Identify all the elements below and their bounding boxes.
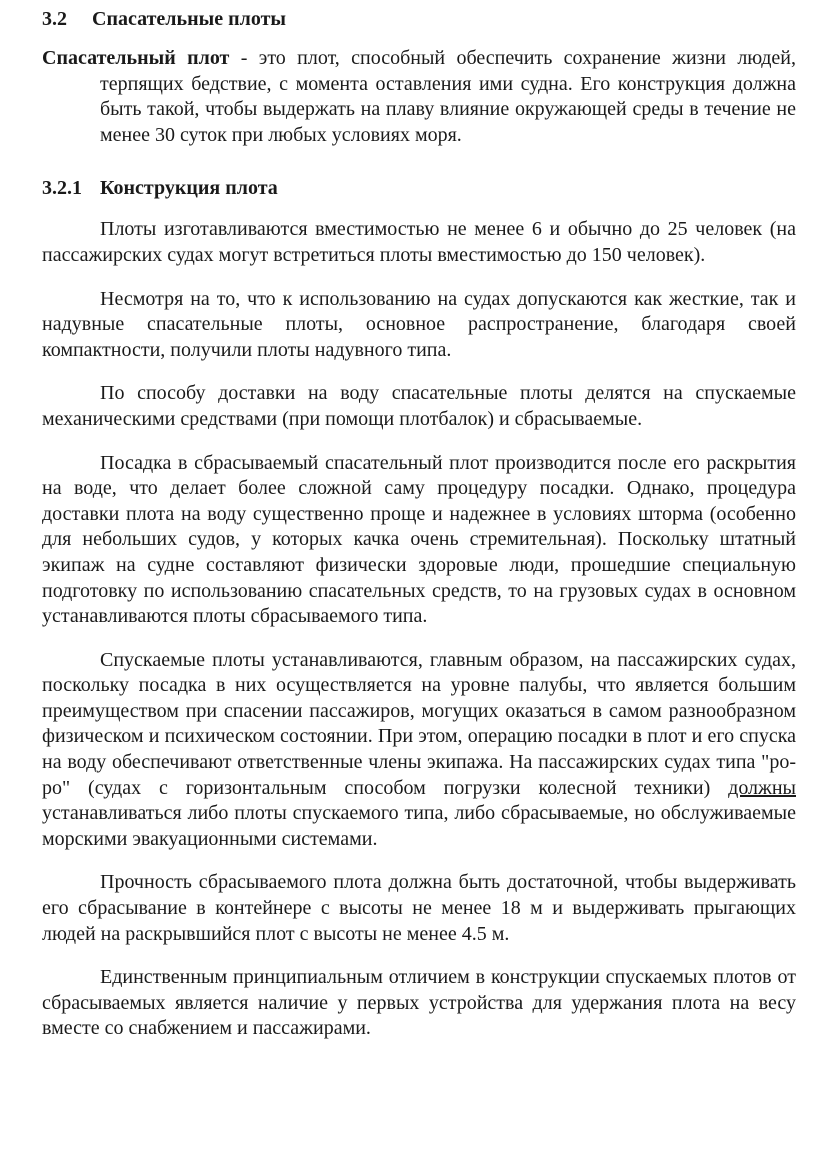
paragraph-1: Плоты изготавливаются вместимостью не менее 6 и обычно до 25 человек (на пассажирских судах могут встретиться плоты вместимостью до 150 человек). [42, 218, 796, 266]
document-page [42, 6, 796, 1166]
paragraph-5-end: устанавливаться либо плоты спускаемого типа, либо сбрасываемые, но обслуживаемые морскими эвакуационными системами. [42, 802, 796, 850]
underlined-word: должны [728, 776, 796, 799]
section-heading [42, 6, 796, 32]
definition-term: Спасательный плот [42, 47, 230, 69]
subsection-title: Конструкция плота [100, 177, 278, 200]
subsection-number: 3.2.1 [42, 177, 82, 200]
paragraph-7: Единственным принципиальным отличием в конструкции спускаемых плотов от сбрасываемых является наличие у первых устройства для удержания плота на весу вместе со снабжением и пассажирами. [42, 966, 796, 1040]
paragraph-6: Прочность сбрасываемого плота должна быть достаточной, чтобы выдерживать его сбрасывание в контейнере с высоты не менее 18 м и выдерживать прыгающих людей на раскрывшийся плот с высоты не менее 4.5 м. [42, 871, 796, 945]
paragraph-2: Несмотря на то, что к использованию на судах допускаются как жесткие, так и надувные спасательные плоты, основное распространение, благодаря своей компактности, получили плоты надувного типа. [42, 287, 796, 361]
section-title: Спасательные плоты [92, 8, 287, 30]
subsection-heading [42, 175, 796, 201]
section-number: 3.2 [42, 8, 67, 30]
definition-paragraph [42, 46, 796, 148]
definition-text: - это плот, способный обеспечить сохранение жизни людей, терпящих бедствие, с момента оставления ими судна. Его конструкция должна быть такой, чтобы выдержать на плаву влияние окружающей среды в течение не менее 30 суток при любых условиях моря. [100, 47, 796, 146]
paragraph-5-start: Спускаемые плоты устанавливаются, главным образом, на пассажирских судах, поскольку посадка в них осуществляется на уровне палубы, что является большим преимуществом при спасении пассажиров, могущих оказаться в самом разнообразном физическом и психическом состоянии. При этом, операцию посадки в плот и его спуска на воду обеспечивают ответственные члены экипажа. На пассажирских судах типа "ро-ро" (судах с горизонтальным способом погрузки колесной техники) [42, 648, 796, 799]
paragraph-3: По способу доставки на воду спасательные плоты делятся на спускаемые механическими средствами (при помощи плотбалок) и сбрасываемые. [42, 382, 796, 430]
paragraph-5 [42, 648, 796, 853]
paragraph-4: Посадка в сбрасываемый спасательный плот производится после его раскрытия на воде, что делает более сложной саму процедуру посадки. Однако, процедура доставки плота на воду существенно проще и надежнее в условиях шторма (особенно для небольших судов, у которых качка очень стремительная). Поскольку штатный экипаж на судне составляют физически здоровые люди, прошедшие специальную подготовку по использованию спасательных средств, то на грузовых судах в основном устанавливаются плоты сбрасываемого типа. [42, 451, 796, 628]
